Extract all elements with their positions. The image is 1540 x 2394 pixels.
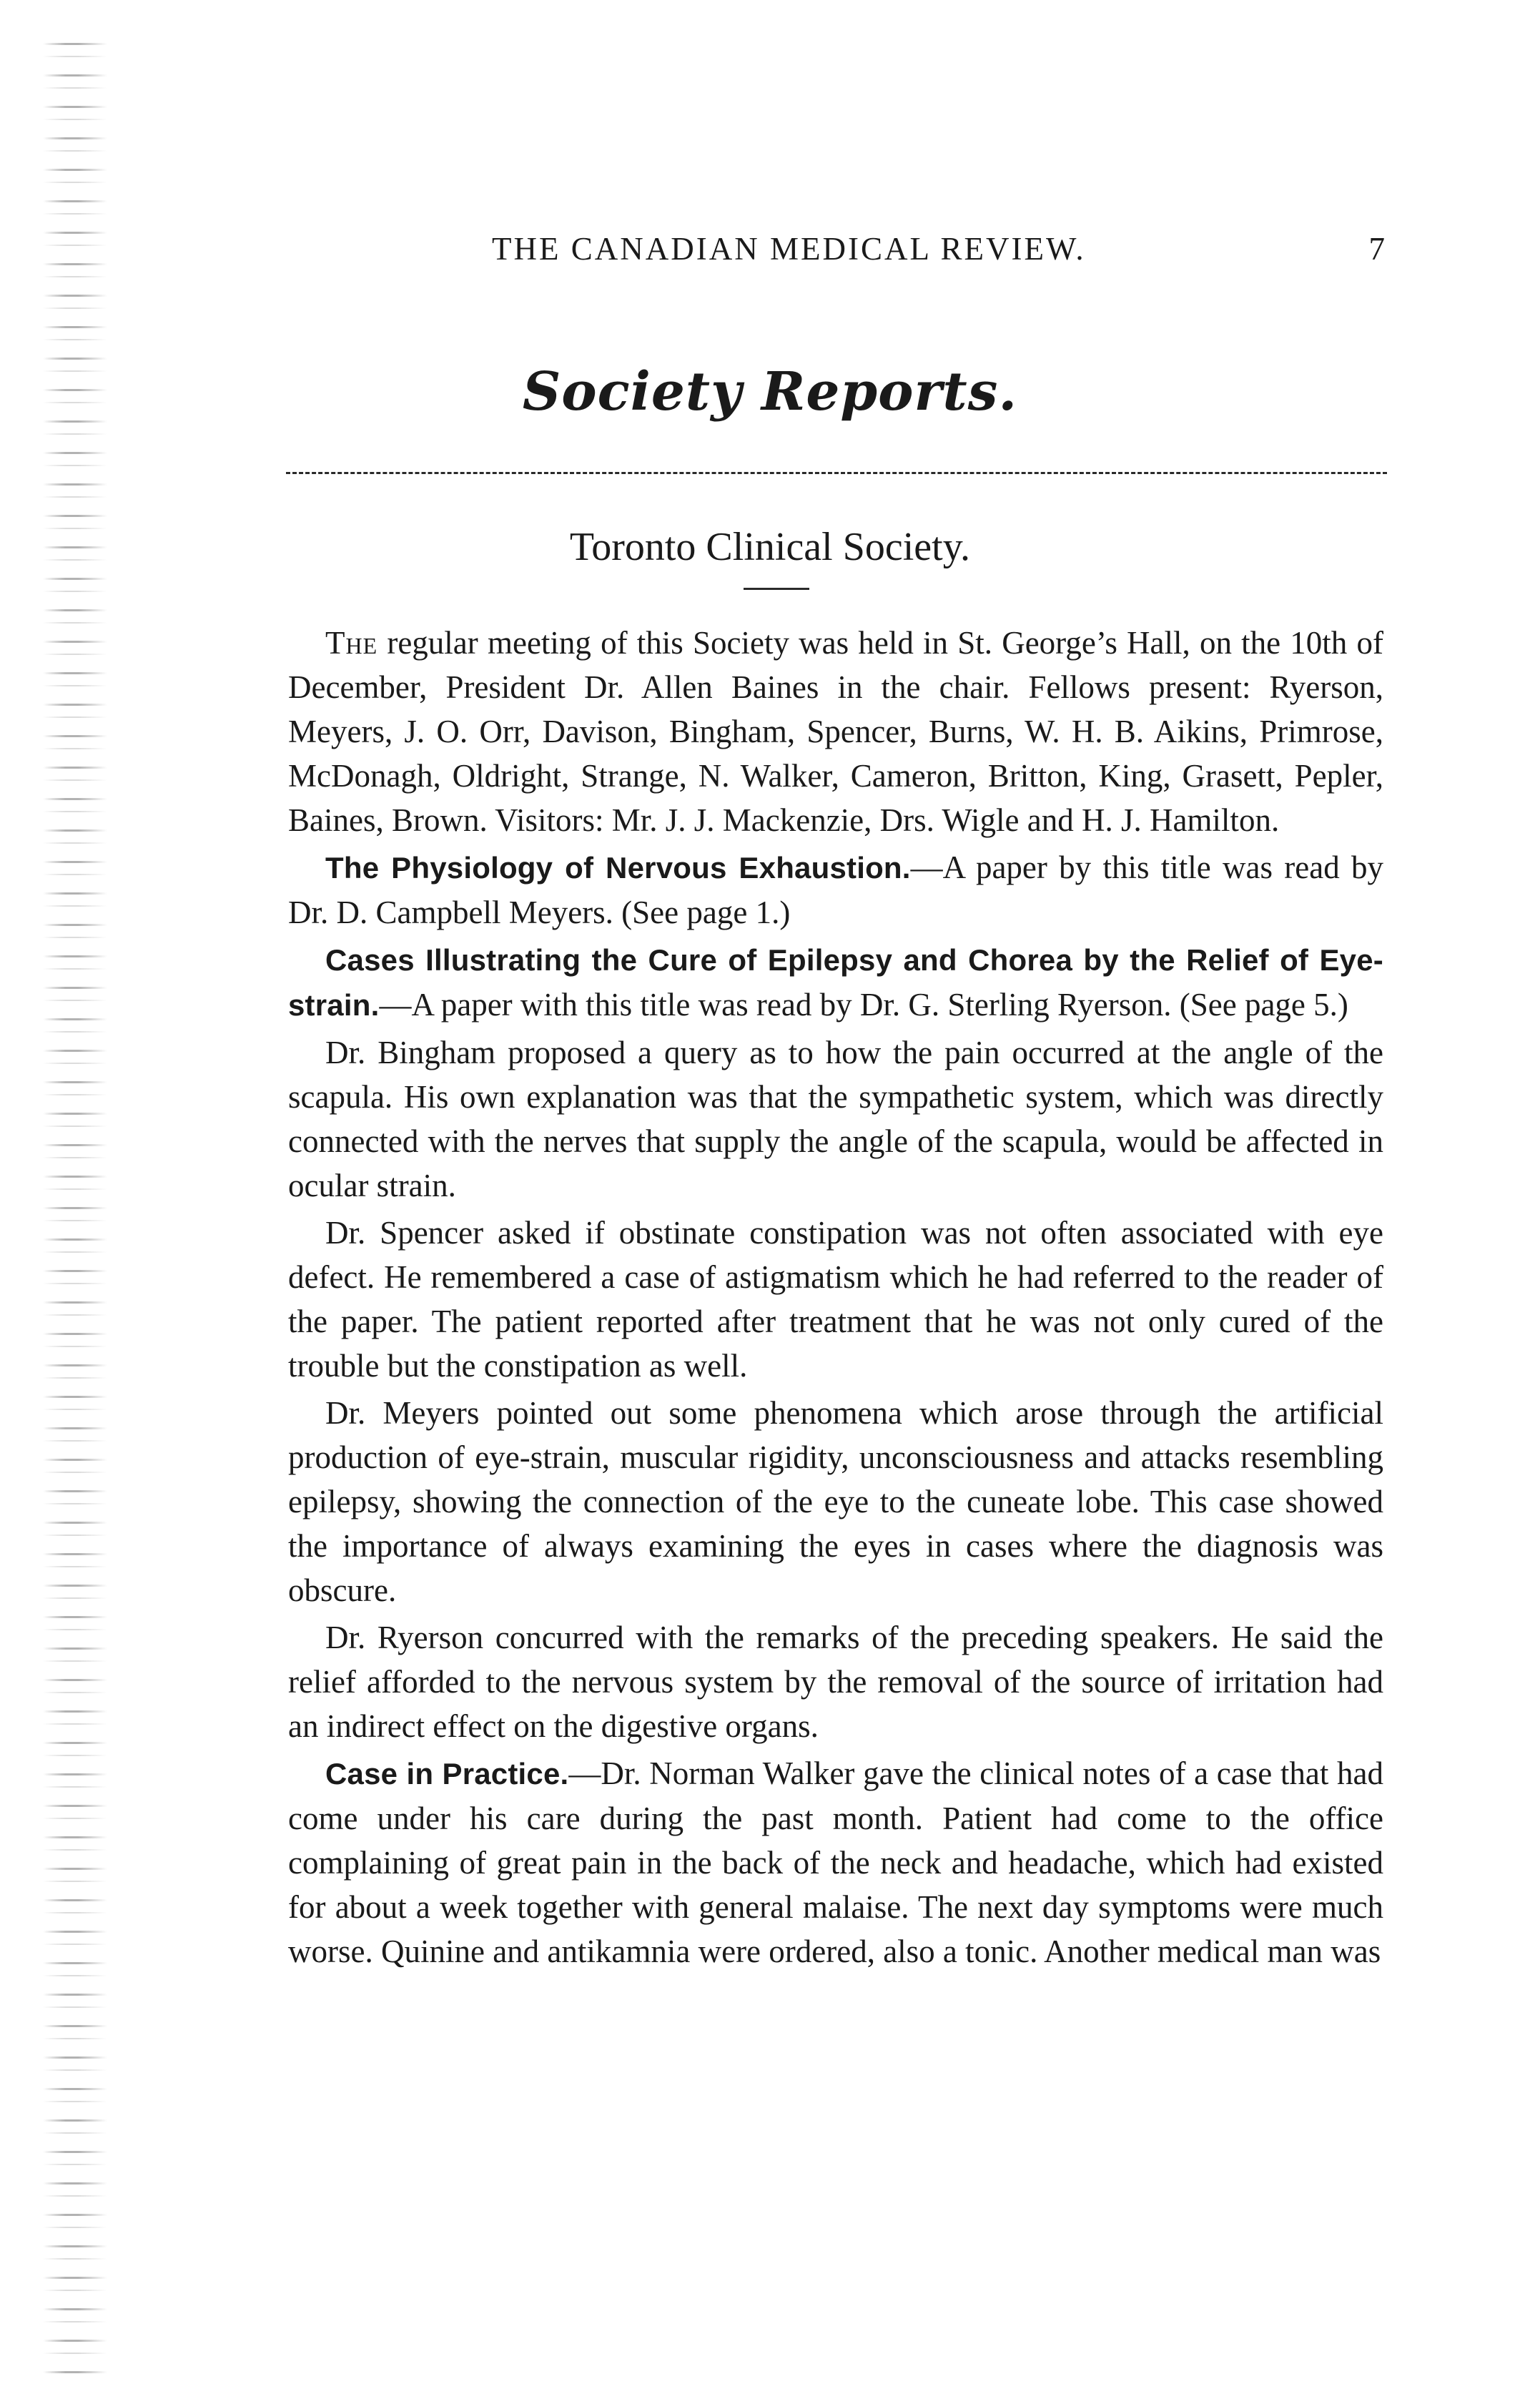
paper-title: The Physiology of Nervous Exhaustion.: [325, 851, 911, 885]
title-underline: [744, 588, 809, 590]
paragraph-physiology: [288, 845, 1383, 935]
paragraph-text: regular meeting of this Society was held in St. George’s Hall, on the 10th of December, President Dr. Allen Baines in the chair. Fellows present: Ryerson, Meyers, J. O. Orr, Davison, Bingham, Spencer, Burns, W. H. B. Aikins, Primrose, McDonagh, Oldright, Strange, N. Walker, Cameron, Britton, King, Grasett, Pepler, Baines, Brown. Visitors: Mr. J. J. Mackenzie, Drs. Wigle and H. J. Hamilton.: [288, 625, 1383, 838]
running-head: [286, 230, 1387, 273]
running-title: THE CANADIAN MEDICAL REVIEW.: [492, 231, 1086, 267]
paragraph-bingham: Dr. Bingham proposed a query as to how the pain occurred at the angle of the scapula. His own explanation was that the sympathetic system, which was directly connected with the nerves that supply the angle of the scapula, would be affected in ocular strain.: [288, 1035, 1383, 1203]
paragraph-epilepsy: [288, 937, 1383, 1028]
paragraph-meeting: [288, 621, 1383, 842]
paragraph-text: —A paper by this title was read by Dr. D. Campbell Meyers. (See page 1.): [288, 849, 1383, 930]
paragraph-meyers: Dr. Meyers pointed out some phenomena which arose through the artificial production of eye-strain, muscular rigidity, unconsciousness and attacks resembling epilepsy, showing the connection of the eye to the cuneate lobe. This case showed the importance of always examining the eyes in cases where the diagnosis was obscure.: [288, 1395, 1383, 1608]
lead-word: The: [325, 625, 378, 661]
paragraph-case: [288, 1751, 1383, 1974]
paragraph-ryerson: Dr. Ryerson concurred with the remarks of the preceding speakers. He said the relief afforded to the nervous system by the removal of the source of irritation had an indirect effect on the digestive organs.: [288, 1620, 1383, 1744]
paragraph-spencer: Dr. Spencer asked if obstinate constipation was not often associated with eye defect. He remembered a case of astigmatism which he had referred to the reader of the paper. The patient reported after treatment that he was not only cured of the trouble but the constipation as well.: [288, 1215, 1383, 1384]
report-body: [288, 621, 1383, 1976]
society-title: Toronto Clinical Society.: [569, 525, 971, 569]
case-title: Case in Practice.: [325, 1757, 569, 1790]
section-heading: Society Reports.: [522, 361, 1018, 423]
paragraph-text: —A paper with this title was read by Dr. G. Sterling Ryerson. (See page 5.): [379, 987, 1348, 1023]
section-rule: [286, 472, 1387, 474]
page-number: 7: [1368, 231, 1387, 267]
paragraph-text: —Dr. Norman Walker gave the clinical notes of a case that had come under his care during the past month. Patient had come to the office complaining of great pain in the back of the neck and headache, which had existed for about a week together with general malaise. The next day symptoms were much worse. Quinine and antikamnia were ordered, also a tonic. Another medical man was: [288, 1755, 1383, 1969]
paper-title: Cases Illustrating the Cure of Epilepsy and Chorea by the Relief of Eye-strain.: [288, 943, 1383, 1022]
